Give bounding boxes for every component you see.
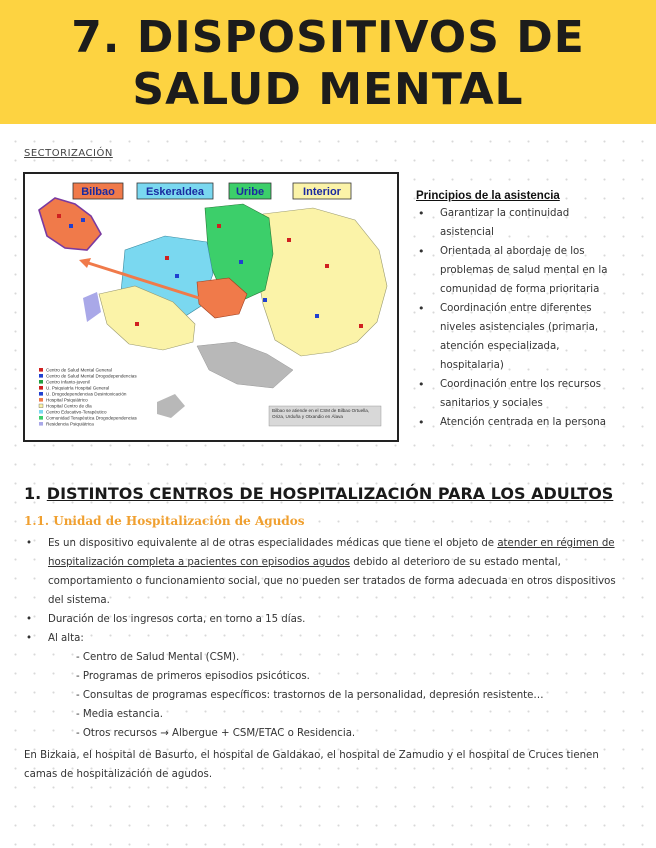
legend-item: Residencia Psiquiátrica — [46, 421, 94, 427]
region-label-bilbao: Bilbao — [81, 186, 115, 198]
map-area-grey-south — [197, 342, 293, 388]
map-marker — [57, 214, 61, 218]
bullet-definition — [24, 534, 624, 610]
principles-item: • Garantizar la continuidad asistencial — [416, 204, 621, 242]
legend-item: U. Drogodependencias Desintoxicación — [46, 391, 127, 397]
discharge-subitem: - Consultas de programas específicos: trastornos de la personalidad, depresión resistente… — [76, 690, 544, 701]
bullet-definition-underlined: atender en régimen de hospitalización completa a pacientes con episodios agudos — [48, 538, 615, 568]
map-note: Bilbao se atiende en el CSM de Bilbao Ortuella, Oriza, Urduña y Otxandio en Álava — [272, 408, 370, 419]
region-label-uribe: Uribe — [235, 186, 265, 198]
map-marker — [359, 324, 363, 328]
bizkaia-paragraph: En Bizkaia, el hospital de Basurto, el hospital de Galdakao, el hospital de Zamudio y el hospital de Cruces tienen camas de hospitalización de agudos. — [24, 750, 599, 780]
map-area-grey-enclave — [157, 394, 185, 418]
map-marker — [239, 260, 243, 264]
region-label-interior: Interior — [303, 186, 341, 198]
page-title — [0, 0, 656, 116]
principles-heading: Principios de la asistencia — [416, 190, 560, 202]
legend-item: U. Psiquiatría Hospital General — [46, 385, 110, 391]
section-number: 1. — [24, 484, 42, 503]
map-note-wrap — [272, 408, 378, 426]
discharge-subitem: - Centro de Salud Mental (CSM). — [76, 652, 240, 663]
map-marker — [69, 224, 73, 228]
page-header — [0, 0, 656, 124]
section-heading — [24, 484, 613, 503]
principles-box — [416, 190, 621, 432]
principles-item: • Coordinación entre los recursos sanitarios y sociales — [416, 375, 621, 413]
principles-item: • Coordinación entre diferentes niveles asistenciales (primaria, atención especializada, hospitalaria) — [416, 299, 621, 375]
legend-item: Centro de Salud Mental Drogodependencias — [46, 373, 137, 379]
map-marker — [165, 256, 169, 260]
bullet-definition-pre: Es un dispositivo equivalente al de otras especialidades médicas que tiene el objeto de — [48, 538, 498, 549]
map-marker — [263, 298, 267, 302]
map-legend — [39, 367, 138, 426]
legend-item: Centro de Salud Mental General — [46, 367, 112, 373]
subsection-heading: 1.1. Unidad de Hospitalización de Agudos — [24, 514, 305, 528]
bullet-duration: • Duración de los ingresos corta, en torno a 15 días. — [24, 610, 624, 629]
discharge-subitem: - Programas de primeros episodios psicóticos. — [76, 671, 310, 682]
bullet-definition-post: debido al deterioro de su estado mental, comportamiento o funcionamiento social, que no pueden ser tratados de forma adecuada en otros dispositivos del sistema. — [48, 557, 616, 606]
legend-item: Centro Educativo-Terapéutico — [46, 409, 107, 415]
map-marker — [175, 274, 179, 278]
sectorization-map — [23, 172, 399, 442]
principles-item: • Atención centrada en la persona — [416, 413, 621, 432]
legend-item: Centro Infanto-juvenil — [46, 379, 90, 385]
principles-item: • Orientada al abordaje de los problemas de salud mental en la comunidad de forma prioritaria — [416, 242, 621, 299]
map-marker — [325, 264, 329, 268]
page-title-line2: SALUD MENTAL — [132, 64, 524, 115]
body-list — [24, 534, 624, 743]
legend-item: Comunidad Terapéutica Drogodependencias — [46, 415, 137, 421]
discharge-subitem: - Media estancia. — [76, 709, 163, 720]
map-marker — [135, 322, 139, 326]
map-svg — [25, 174, 397, 440]
bullet-discharge: • Al alta: — [24, 629, 624, 648]
principles-list — [416, 204, 621, 432]
sectorization-label: SECTORIZACIÓN — [24, 148, 113, 159]
map-area-purple — [83, 292, 101, 322]
map-region-interior — [257, 208, 387, 356]
map-marker — [315, 314, 319, 318]
discharge-subitem: - Otros recursos → Albergue + CSM/ETAC o Residencia. — [76, 728, 356, 739]
map-marker — [81, 218, 85, 222]
section-title: DISTINTOS CENTROS DE HOSPITALIZACIÓN PARA LOS ADULTOS — [46, 484, 614, 503]
map-marker — [287, 238, 291, 242]
region-label-eskeraldea: Eskeraldea — [145, 186, 205, 198]
legend-item: Hospital Centro de día — [46, 403, 92, 409]
page-title-line1: 7. DISPOSITIVOS DE — [71, 12, 585, 63]
map-marker — [217, 224, 221, 228]
legend-item: Hospital Psiquiátrico — [46, 397, 88, 403]
